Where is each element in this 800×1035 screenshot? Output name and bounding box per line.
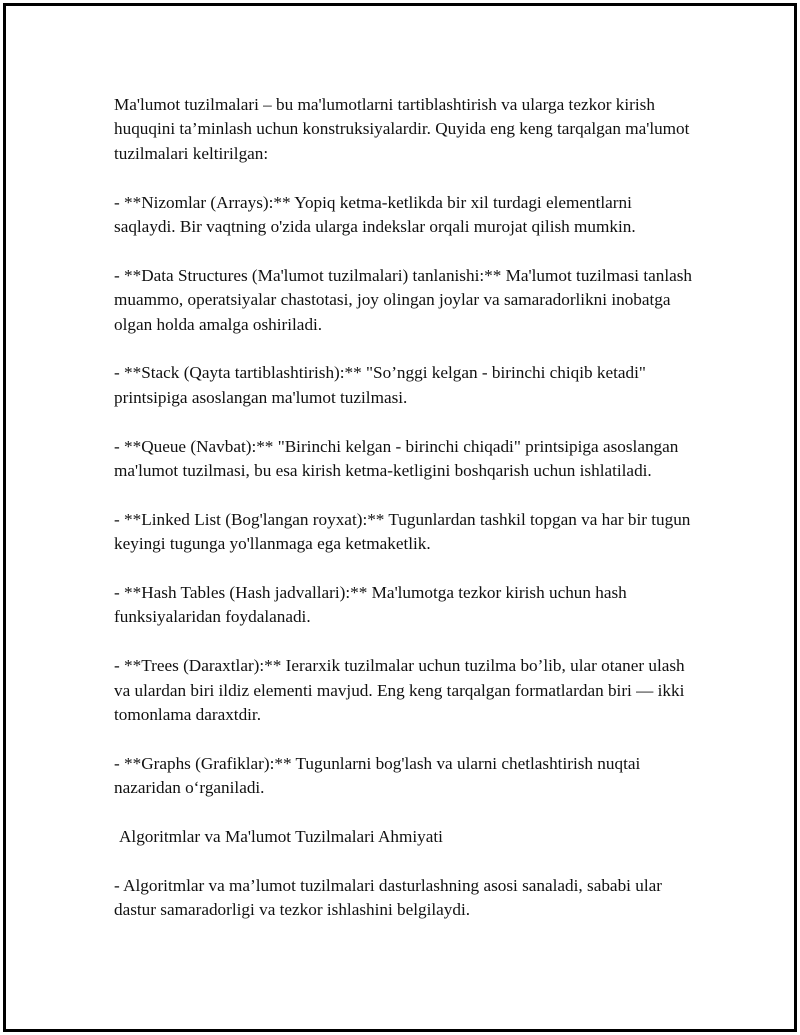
list-item-data-structures: - **Data Structures (Ma'lumot tuzilmalari) tanlanishi:** Ma'lumot tuzilmasi tanlash muammo, operatsiyalar chastotasi, joy olingan joylar va samaradorlikni inobatga olgan holda amalga oshiriladi. xyxy=(114,265,693,334)
document-body xyxy=(114,93,694,947)
intro-paragraph: Ma'lumot tuzilmalari – bu ma'lumotlarni tartiblashtirish va ularga tezkor kirish huquqini ta’minlash uchun konstruksiyalardir. Quyida eng keng tarqalgan ma'lumot tuzilmalari keltirilgan: xyxy=(114,95,690,163)
list-item-hash-tables: - **Hash Tables (Hash jadvallari):** Ma'lumotga tezkor kirish uchun hash funksiyalaridan foydalanadi. xyxy=(114,583,627,627)
list-item-stack: - **Stack (Qayta tartiblashtirish):** "So’nggi kelgan - birinchi chiqib ketadi" printsipiga asoslangan ma'lumot tuzilmasi. xyxy=(114,363,646,407)
list-item-linked-list: - **Linked List (Bog'langan royxat):** Tugunlardan tashkil topgan va har bir tugun keyingi tugunga yo'llanmaga ega ketmaketlik. xyxy=(114,509,691,554)
list-item-queue: - **Queue (Navbat):** "Birinchi kelgan - birinchi chiqadi" printsipiga asoslangan ma'lumot tuzilmasi, bu esa kirish ketma-ketligini boshqarish uchun ishlatiladi. xyxy=(114,436,679,481)
list-item-trees: - **Trees (Daraxtlar):** Ierarxik tuzilmalar uchun tuzilma bo’lib, ular otaner ulash va ulardan biri ildiz elementi mavjud. Eng keng tarqalgan formatlardan biri — ikki tomonlama daraxtdir. xyxy=(114,656,685,725)
conclusion-paragraph: - Algoritmlar va ma’lumot tuzilmalari dasturlashning asosi sanaladi, sababi ular dastur samaradorligi va tezkor ishlashini belgilaydi. xyxy=(114,875,662,920)
section-heading: Algoritmlar va Ma'lumot Tuzilmalari Ahmiyati xyxy=(119,827,443,847)
list-item-graphs: - **Graphs (Grafiklar):** Tugunlarni bog'lash va ularni chetlashtirish nuqtai nazaridan o‘rganiladi. xyxy=(114,753,641,798)
list-item-arrays: - **Nizomlar (Arrays):** Yopiq ketma-ketlikda bir xil turdagi elementlarni saqlaydi. Bir vaqtning o'zida ularga indekslar orqali murojat qilish mumkin. xyxy=(114,192,636,237)
